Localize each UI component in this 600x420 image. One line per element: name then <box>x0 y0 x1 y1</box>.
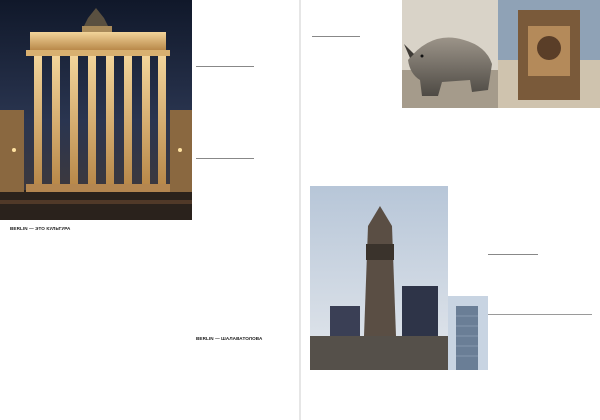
rhino-photo <box>402 0 498 108</box>
zoo-gate-photo <box>498 0 600 108</box>
caption-rule <box>488 254 538 255</box>
page-gutter <box>299 0 301 420</box>
body-column-4a <box>310 56 398 180</box>
ruined-church-photo <box>310 186 448 370</box>
body-column-3a <box>196 224 292 328</box>
memorial-church-photo <box>200 0 296 58</box>
kaiser-wilhelm-church-photo <box>196 176 298 220</box>
section-heading-shopping: BERLIN — ШАЛАВАТОЛОВА <box>196 336 263 341</box>
body-column-1 <box>10 234 96 410</box>
modern-tower-photo <box>448 296 488 370</box>
caption-separator <box>488 314 592 315</box>
body-column-4b <box>402 126 492 180</box>
brandenburg-gate-photo <box>0 0 192 220</box>
body-column-5 <box>492 126 592 180</box>
section-heading-culture: BERLIN — ЭТО КУЛЬТУРА <box>10 226 71 231</box>
caption-rule <box>196 158 254 159</box>
body-column-2 <box>102 224 190 410</box>
caption-rule <box>196 66 254 67</box>
caption-rule <box>312 36 360 37</box>
body-column-3b <box>196 344 292 410</box>
